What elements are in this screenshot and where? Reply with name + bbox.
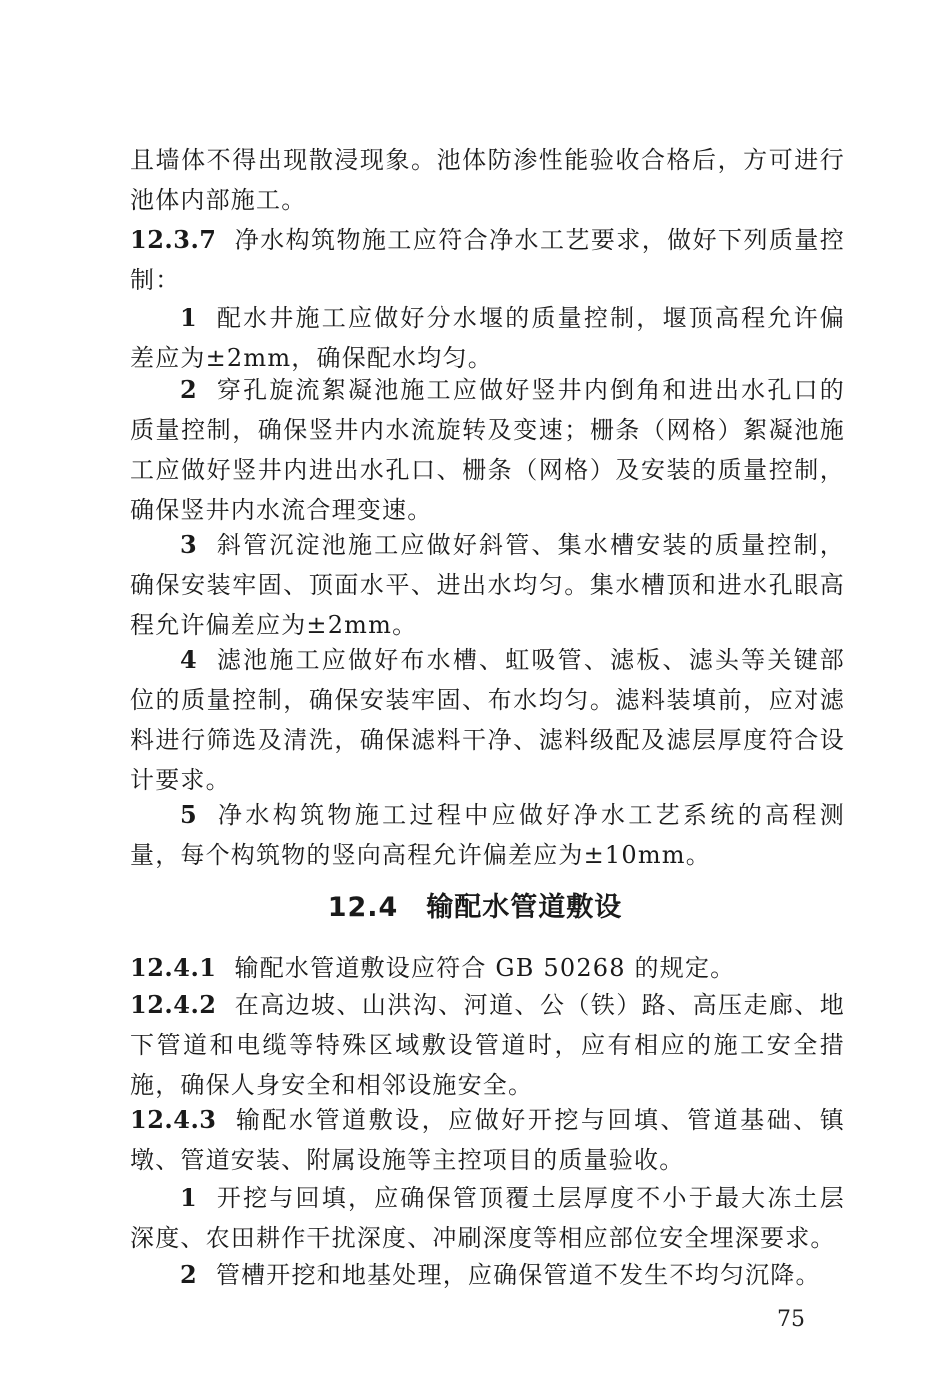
- item-number: 3: [180, 530, 198, 559]
- item-text: 斜管沉淀池施工应做好斜管、集水槽安装的质量控制，确保安装牢固、顶面水平、进出水均匀。集水槽顶和进水孔眼高程允许偏差应为±2mm。: [130, 531, 845, 639]
- item-number: 4: [180, 645, 198, 674]
- page-number: 75: [777, 1307, 805, 1332]
- section-heading: [0, 888, 950, 928]
- paragraph-continuation: 且墙体不得出现散浸现象。池体防渗性能验收合格后，方可进行池体内部施工。: [130, 146, 845, 214]
- item-text: 滤池施工应做好布水槽、虹吸管、滤板、滤头等关键部位的质量控制，确保安装牢固、布水均匀。滤料装填前，应对滤料进行筛选及清洗，确保滤料干净、滤料级配及滤层厚度符合设计要求。: [130, 646, 845, 794]
- list-item-1: [130, 1178, 845, 1258]
- clause-text: 在高边坡、山洪沟、河道、公（铁）路、高压走廊、地下管道和电缆等特殊区域敷设管道时，应有相应的施工安全措施，确保人身安全和相邻设施安全。: [130, 991, 845, 1099]
- item-text: 净水构筑物施工过程中应做好净水工艺系统的高程测量，每个构筑物的竖向高程允许偏差应为±10mm。: [130, 801, 845, 869]
- item-text: 开挖与回填，应确保管顶覆土层厚度不小于最大冻土层深度、农田耕作干扰深度、冲刷深度等相应部位安全埋深要求。: [130, 1184, 845, 1252]
- clause-number: 12.4.2: [130, 990, 217, 1019]
- item-text: 穿孔旋流絮凝池施工应做好竖井内倒角和进出水孔口的质量控制，确保竖井内水流旋转及变速；栅条（网格）絮凝池施工应做好竖井内进出水孔口、栅条（网格）及安装的质量控制，确保竖井内水流合理变速。: [130, 376, 845, 524]
- section-number: 12.4: [327, 892, 399, 923]
- clause-text: 输配水管道敷设，应做好开挖与回填、管道基础、镇墩、管道安装、附属设施等主控项目的质量验收。: [130, 1106, 845, 1174]
- section-title-text: 输配水管道敷设: [426, 892, 623, 923]
- clause-12-4-2: [130, 985, 845, 1105]
- item-number: 1: [180, 1183, 198, 1212]
- clause-12-3-7: [130, 220, 845, 300]
- list-item-4: [130, 640, 845, 800]
- list-item-1: [130, 298, 845, 378]
- item-number: 5: [180, 800, 198, 829]
- clause-12-4-1: [130, 948, 845, 988]
- clause-number: 12.4.1: [130, 953, 217, 982]
- clause-number: 12.4.3: [130, 1105, 217, 1134]
- list-item-5: [130, 795, 845, 875]
- item-text: 管槽开挖和地基处理，应确保管道不发生不均匀沉降。: [215, 1261, 821, 1289]
- list-item-2: [130, 1255, 845, 1295]
- item-text: 配水井施工应做好分水堰的质量控制，堰顶高程允许偏差应为±2mm，确保配水均匀。: [130, 304, 845, 372]
- list-item-3: [130, 525, 845, 645]
- item-number: 2: [180, 375, 198, 404]
- clause-number: 12.3.7: [130, 225, 217, 254]
- clause-text: 输配水管道敷设应符合 GB 50268 的规定。: [234, 954, 736, 982]
- clause-text: 净水构筑物施工应符合净水工艺要求，做好下列质量控制：: [130, 226, 845, 294]
- item-number: 2: [180, 1260, 198, 1289]
- item-number: 1: [180, 303, 198, 332]
- clause-12-4-3: [130, 1100, 845, 1180]
- list-item-2: [130, 370, 845, 530]
